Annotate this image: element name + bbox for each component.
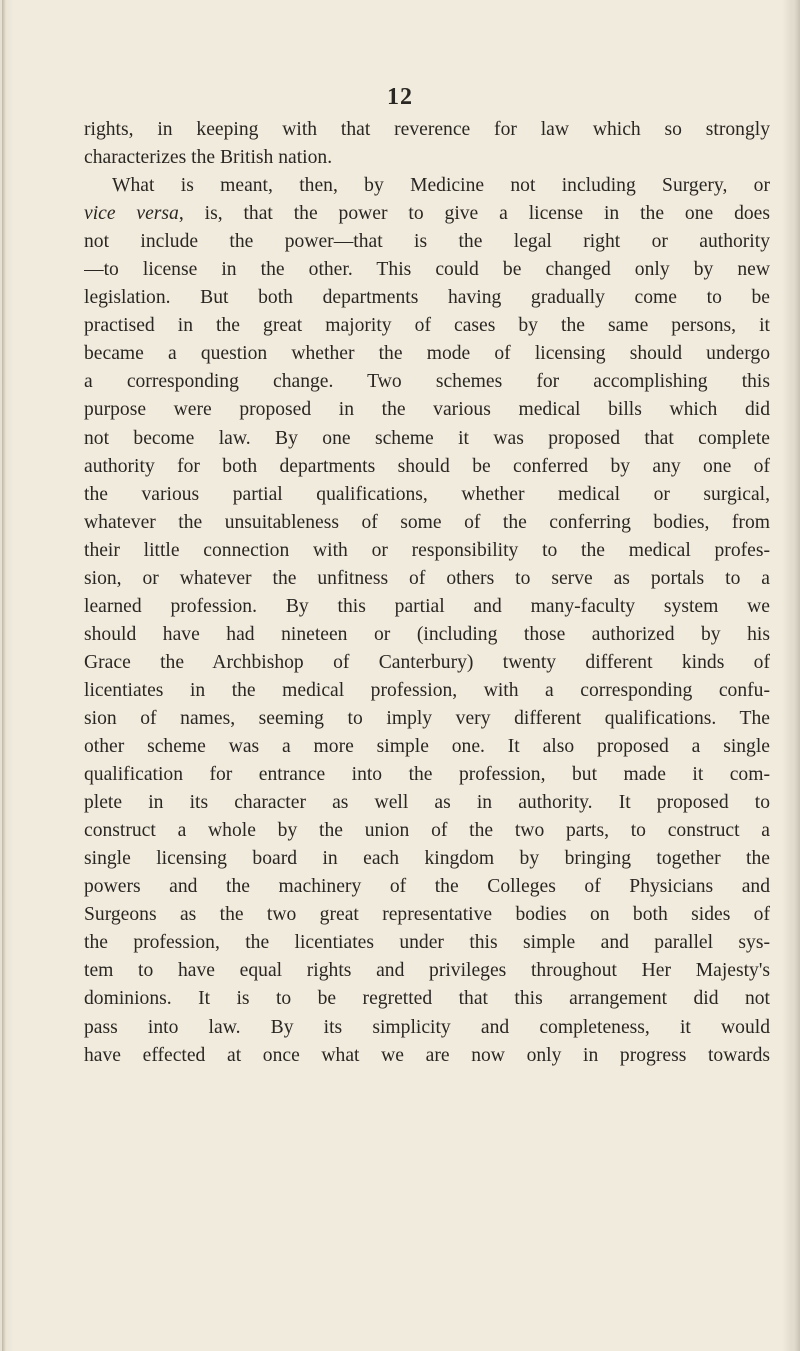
text-line: became a question whether the mode of licensing should undergo xyxy=(84,343,770,365)
text-line: Surgeons as the two great representative bodies on both sides of xyxy=(84,904,770,926)
text-line: rights, in keeping with that reverence for law which so strongly xyxy=(84,119,770,140)
text-line: the various partial qualifications, whether medical or surgical, xyxy=(84,483,770,505)
page-number: 12 xyxy=(387,84,413,110)
text-line: not become law. By one scheme it was proposed that complete xyxy=(84,427,770,449)
text-line: not include the power—that is the legal right or authority xyxy=(84,231,770,253)
text-line: pass into law. By its simplicity and completeness, it would xyxy=(84,1016,770,1038)
text-line: —to license in the other. This could be changed only by new xyxy=(84,259,770,281)
text-line: learned profession. By this partial and many-faculty system we xyxy=(84,595,770,617)
text-line: plete in its character as well as in authority. It proposed to xyxy=(84,792,770,814)
text-line: authority for both departments should be conferred by any one of xyxy=(84,455,770,477)
text-line: sion of names, seeming to imply very different qualifications. The xyxy=(84,707,770,729)
text-line: the profession, the licentiates under this simple and parallel sys- xyxy=(84,932,770,954)
text-line: Grace the Archbishop of Canterbury) twenty different kinds of xyxy=(84,651,770,673)
text-line: licentiates in the medical profession, with a corresponding confu- xyxy=(84,679,770,701)
text-line: tem to have equal rights and privileges throughout Her Majesty's xyxy=(84,960,770,982)
text-line: What is meant, then, by Medicine not including Surgery, or xyxy=(112,175,770,197)
text-line: whatever the unsuitableness of some of the conferring bodies, from xyxy=(84,511,770,533)
page-right-edge xyxy=(790,0,800,1351)
text-line: characterizes the British nation. xyxy=(84,147,333,169)
text-line: should have had nineteen or (including those authorized by his xyxy=(84,623,770,645)
text-line: qualification for entrance into the profession, but made it com- xyxy=(84,764,770,786)
page-left-edge xyxy=(2,0,6,1351)
text-line: construct a whole by the union of the two parts, to construct a xyxy=(84,820,770,842)
text-line: their little connection with or responsibility to the medical profes- xyxy=(84,539,770,561)
text-line: purpose were proposed in the various medical bills which did xyxy=(84,399,770,421)
text-line: single licensing board in each kingdom by bringing together the xyxy=(84,848,770,870)
text-line: practised in the great majority of cases by the same persons, it xyxy=(84,315,770,337)
text-line: other scheme was a more simple one. It also proposed a single xyxy=(84,736,770,758)
text-line: dominions. It is to be regretted that this arrangement did not xyxy=(84,988,770,1010)
text-line: have effected at once what we are now only in progress towards xyxy=(84,1044,770,1066)
text-line: a corresponding change. Two schemes for accomplishing this xyxy=(84,371,770,393)
text-line: sion, or whatever the unfitness of others to serve as portals to a xyxy=(84,567,770,589)
body-text xyxy=(84,116,770,1070)
text-line: legislation. But both departments having gradually come to be xyxy=(84,287,770,309)
text-line: vice versa, is, that the power to give a license in the one does xyxy=(84,203,770,225)
text-line: powers and the machinery of the Colleges of Physicians and xyxy=(84,876,770,898)
